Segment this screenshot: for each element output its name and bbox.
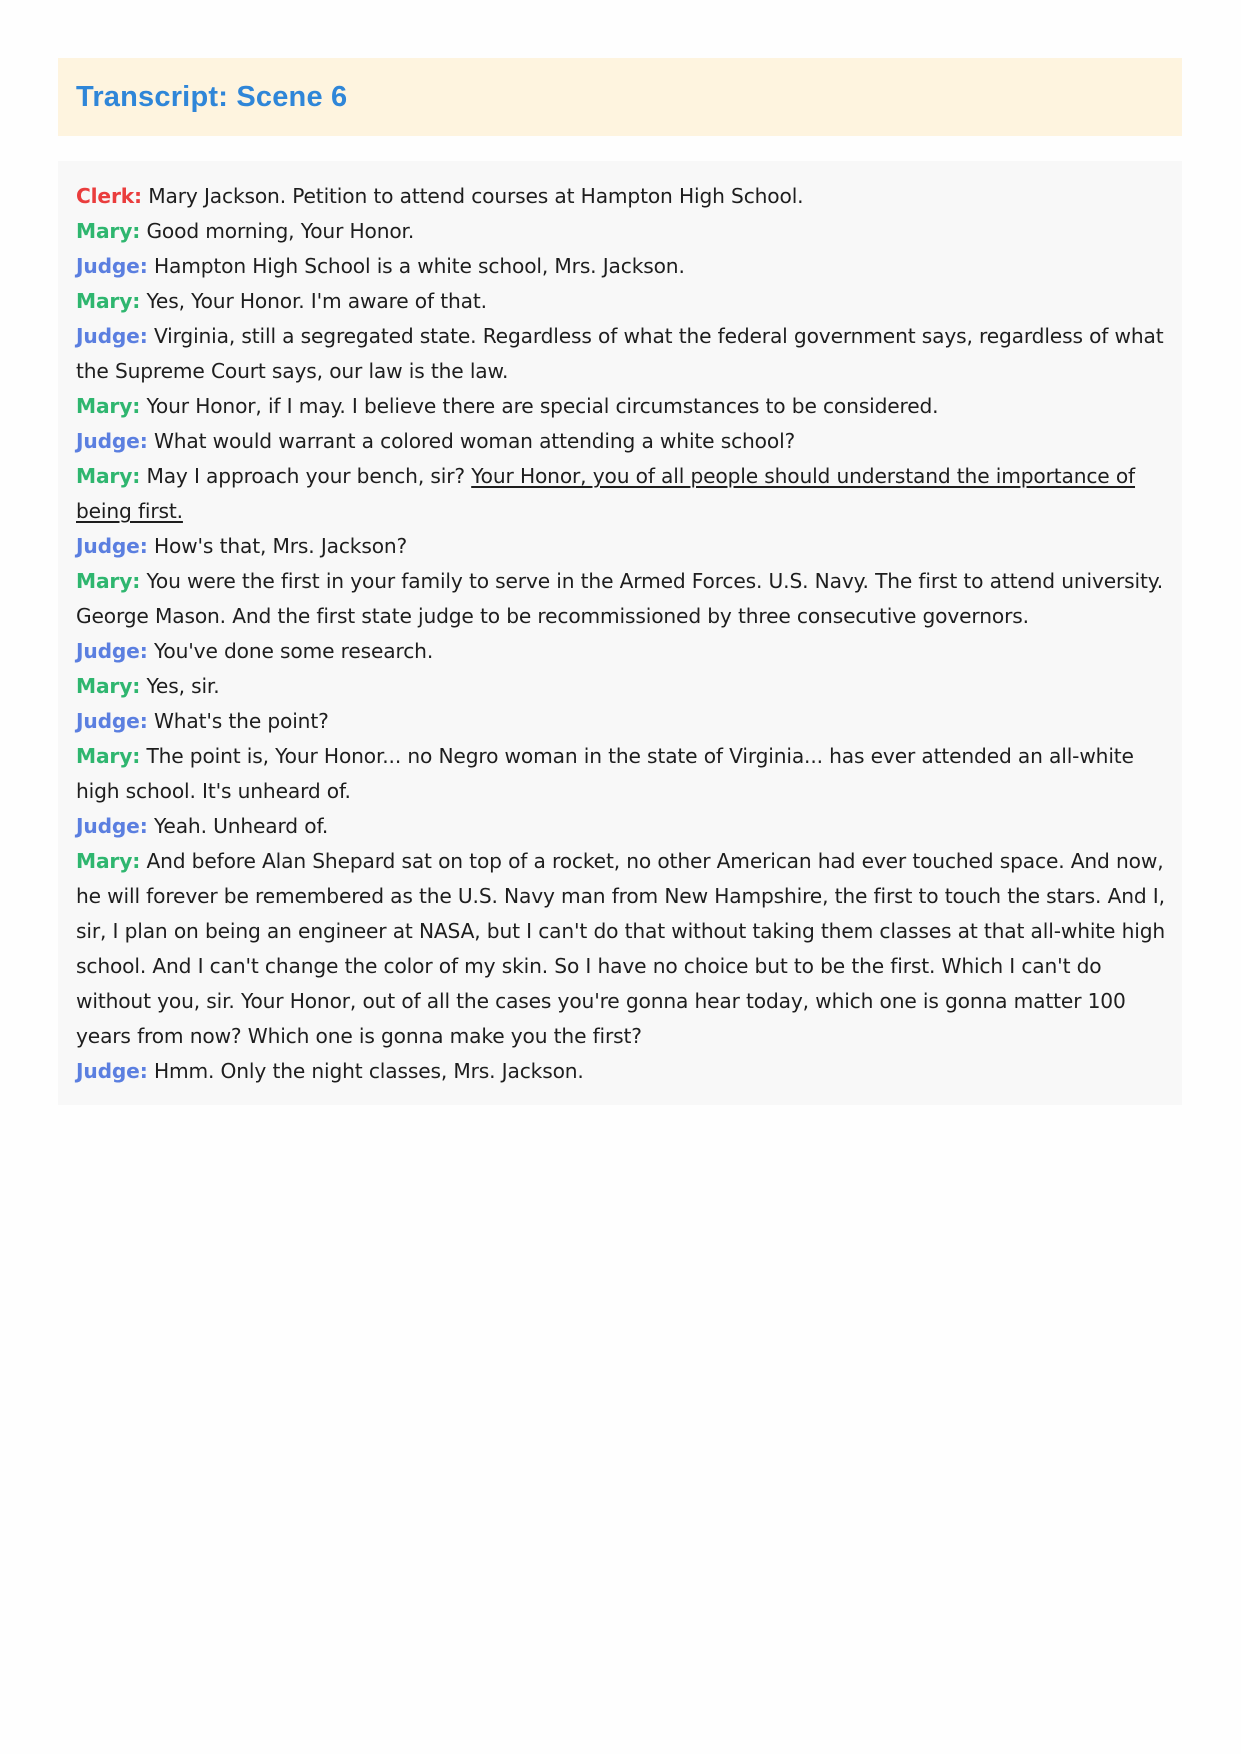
speaker-label: Mary: [76, 849, 141, 873]
dialogue-text: Good morning, Your Honor. [146, 219, 415, 243]
dialogue-line [76, 1054, 1168, 1089]
dialogue-text: You've done some research. [153, 639, 434, 663]
dialogue-line [76, 319, 1168, 389]
underlined-quote: Your Honor, you of all people should understand the importance of being first. [76, 464, 1136, 523]
speaker-label: Judge: [76, 534, 148, 558]
dialogue-line [76, 424, 1168, 459]
speaker-label: Mary: [76, 219, 141, 243]
dialogue-text: Virginia, still a segregated state. Regardless of what the federal government says, regardless of what the Supreme Court says, our law is the law. [76, 324, 1164, 383]
speaker-label: Judge: [76, 429, 148, 453]
dialogue-text: Yes, Your Honor. I'm aware of that. [146, 289, 487, 313]
speaker-label: Judge: [76, 639, 148, 663]
dialogue-line [76, 529, 1168, 564]
dialogue-line [76, 214, 1168, 249]
dialogue-line [76, 739, 1168, 809]
dialogue-text: What's the point? [153, 709, 329, 733]
dialogue-text: And before Alan Shepard sat on top of a rocket, no other American had ever touched space. And now, he will forever be remembered as the U.S. Navy man from New Hampshire, the first to touch the stars. And I, sir, I plan on being an engineer at NASA, but I can't do that without taking them classes at that all-white high school. And I can't change the color of my skin. So I have no choice but to be the first. Which I can't do without you, sir. Your Honor, out of all the cases you're gonna hear today, which one is gonna matter 100 years from now? Which one is gonna make you the first? [76, 849, 1166, 1048]
dialogue-line [76, 564, 1168, 634]
dialogue-line [76, 459, 1168, 529]
dialogue-line [76, 284, 1168, 319]
page-title: Transcript: Scene 6 [76, 80, 348, 113]
speaker-label: Judge: [76, 1059, 148, 1083]
speaker-label: Mary: [76, 464, 141, 488]
speaker-label: Mary: [76, 289, 141, 313]
speaker-label: Mary: [76, 744, 141, 768]
dialogue-line [76, 389, 1168, 424]
dialogue-line [76, 809, 1168, 844]
dialogue-text: Hampton High School is a white school, Mrs. Jackson. [153, 254, 685, 278]
dialogue-text: Hmm. Only the night classes, Mrs. Jackson. [153, 1059, 584, 1083]
dialogue-text: May I approach your bench, sir? [146, 464, 465, 488]
transcript-panel [58, 161, 1182, 1105]
title-banner [58, 58, 1182, 136]
speaker-label: Judge: [76, 254, 148, 278]
dialogue-line [76, 249, 1168, 284]
dialogue-text: Mary Jackson. Petition to attend courses at Hampton High School. [148, 184, 804, 208]
dialogue-text: Yeah. Unheard of. [153, 814, 329, 838]
speaker-label: Mary: [76, 569, 141, 593]
speaker-label: Clerk: [76, 184, 142, 208]
dialogue-line [76, 704, 1168, 739]
dialogue-line [76, 669, 1168, 704]
dialogue-text: Your Honor, if I may. I believe there are special circumstances to be considered. [146, 394, 939, 418]
dialogue-text: Yes, sir. [146, 674, 220, 698]
dialogue-text: The point is, Your Honor... no Negro woman in the state of Virginia... has ever attended an all-white high school. It's unheard of. [76, 744, 1134, 803]
dialogue-text: How's that, Mrs. Jackson? [153, 534, 408, 558]
dialogue-text: You were the first in your family to serve in the Armed Forces. U.S. Navy. The first to attend university. George Mason. And the first state judge to be recommissioned by three consecutive governors. [76, 569, 1163, 628]
dialogue-line [76, 844, 1168, 1054]
dialogue-line [76, 179, 1168, 214]
speaker-label: Judge: [76, 814, 148, 838]
speaker-label: Mary: [76, 674, 141, 698]
speaker-label: Mary: [76, 394, 141, 418]
dialogue-text: What would warrant a colored woman attending a white school? [153, 429, 796, 453]
speaker-label: Judge: [76, 324, 148, 348]
speaker-label: Judge: [76, 709, 148, 733]
dialogue-line [76, 634, 1168, 669]
